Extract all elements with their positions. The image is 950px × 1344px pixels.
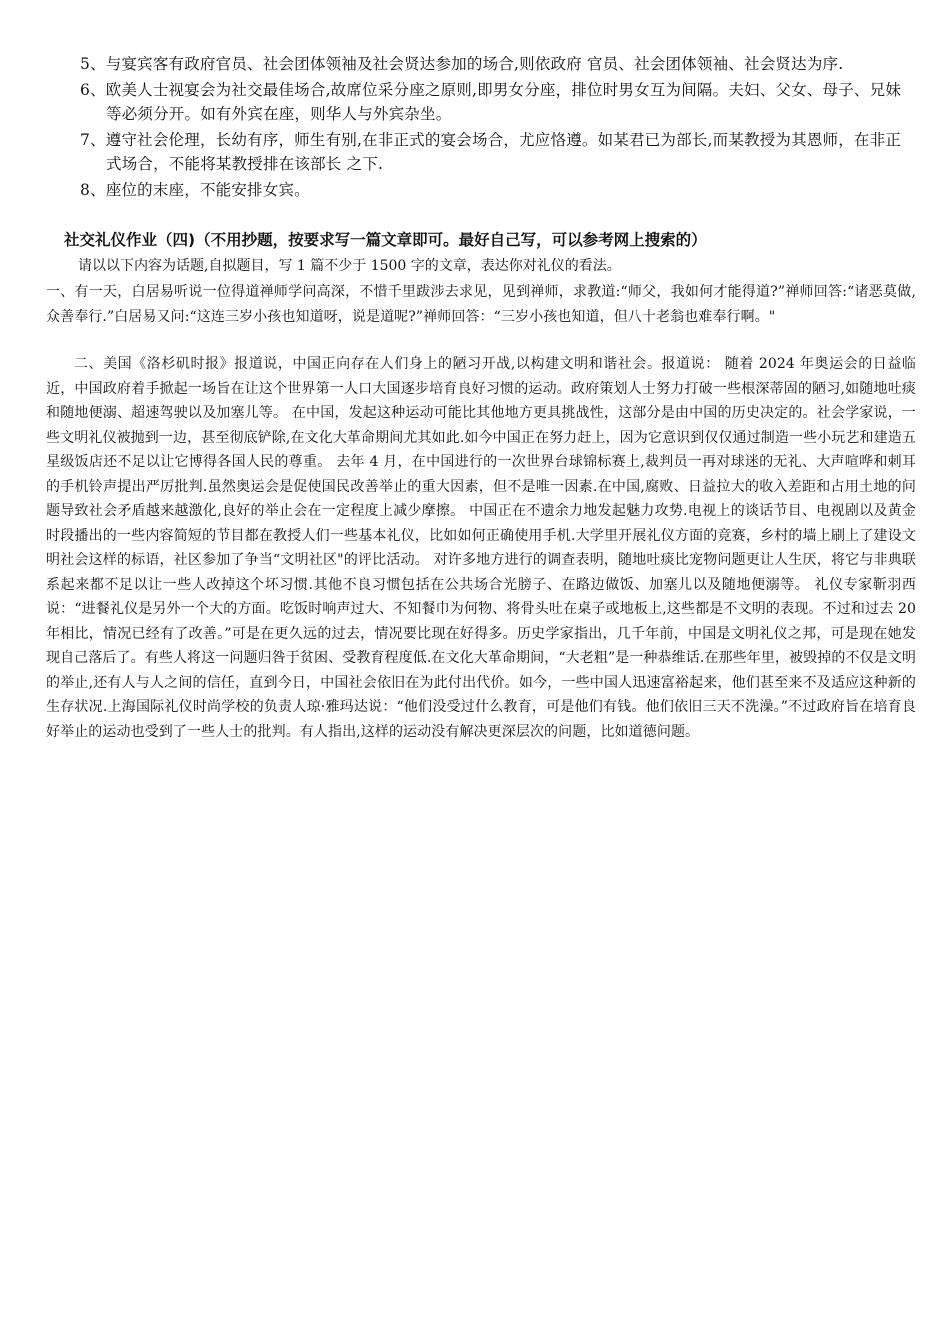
rule-item-6: 6、欧美人士视宴会为社交最佳场合,故席位采分座之原则,即男女分座，排位时男女互为间隔。夫妇、父女、母子、兄妹等必须分开。如有外宾在座，则华人与外宾杂坐。 xyxy=(80,81,902,123)
seating-rules-list xyxy=(0,52,950,204)
assignment-heading: 社交礼仪作业（四)（不用抄题，按要求写一篇文章即可。最好自己写，可以参考网上搜索的） xyxy=(64,231,707,249)
rule-item-8: 8、座位的末座，不能安排女宾。 xyxy=(80,181,310,199)
topic-paragraph-one: 一、有一天，白居易听说一位得道禅师学问高深，不惜千里跋涉去求见，见到禅师，求教道:“师父，我如何才能得道?”禅师回答:“诸恶莫做,众善奉行.”白居易又问:“这连三岁小孩也知道呀，说是道呢?”禅师回答：“三岁小孩也知道，但八十老翁也难奉行啊。" xyxy=(46,284,916,325)
topic-paragraph-two: 二、美国《洛杉矶时报》报道说，中国正向存在人们身上的陋习开战,以构建文明和谐社会。报道说： 随着 2024 年奥运会的日益临近，中国政府着手掀起一场旨在让这个世界第一人口大国逐步培育良好习惯的运动。政府策划人士努力打破一些根深蒂固的陋习,如随地吐痰和随地便溺、超速驾驶以及加塞儿等。 在中国，发起这种运动可能比其他地方更具挑战性，这部分是由中国的历史决定的。社会学家说，一些文明礼仪被抛到一边，甚至彻底铲除,在文化大革命期间尤其如此.如今中国正在努力赶上，因为它意识到仅仅通过制造一些小玩艺和建造五星级饭店还不足以让它博得各国人民的尊重。 去年 4 月，在中国进行的一次世界台球锦标赛上,裁判员一再对球迷的无礼、大声喧哗和刺耳的手机铃声提出严厉批判.虽然奥运会是促使国民改善举止的重大因素，但不是唯一因素.在中国,腐败、日益拉大的收入差距和占用土地的问题导致社会矛盾越来越激化,良好的举止会在一定程度上减少摩擦。 中国正在不遗余力地发起魅力攻势.电视上的谈话节目、电视剧以及黄金时段播出的一些内容简短的节目都在教授人们一些基本礼仪，比如如何正确使用手机.大学里开展礼仪方面的竞赛，乡村的墙上刷上了建设文明社会这样的标语，社区参加了争当“文明社区"的评比活动。 对许多地方进行的调查表明，随地吐痰比宠物问题更让人生厌，将它与非典联系起来都不足以让一些人改掉这个坏习惯.其他不良习惯包括在公共场合光膀子、在路边做饭、加塞儿以及随地便溺等。 礼仪专家靳羽西说：“进餐礼仪是另外一个大的方面。吃饭时响声过大、不知餐巾为何物、将骨头吐在桌子或地板上,这些都是不文明的表现。不过和过去 20 年相比，情况已经有了改善。”可是在更久远的过去，情况要比现在好得多。历史学家指出，几千年前，中国是文明礼仪之邦，可是现在她发现自己落后了。有些人将这一问题归咎于贫困、受教育程度低.在文化大革命期间，“大老粗”是一种恭维话.在那些年里，被毁掉的不仅是文明的举止,还有人与人之间的信任，直到今日，中国社会依旧在为此付出代价。如今，一些中国人迅速富裕起来，他们甚至来不及适应这种新的生存状况.上海国际礼仪时尚学校的负责人琼·雅玛达说：“他们没受过什么教育，可是他们有钱。他们依旧三天不洗澡。”不过政府旨在培育良好举止的运动也受到了一些人士的批判。有人指出,这样的运动没有解决更深层次的问题，比如道德问题。 xyxy=(46,356,916,740)
assignment-instruction: 请以以下内容为话题,自拟题目，写 1 篇不少于 1500 字的文章，表达你对礼仪的看法。 xyxy=(78,258,621,274)
rule-item-5: 5、与宴宾客有政府官员、社会团体领袖及社会贤达参加的场合,则依政府 官员、社会团体领袖、社会贤达为序. xyxy=(80,55,844,73)
rule-item-7: 7、遵守社会伦理，长幼有序，师生有别,在非正式的宴会场合，尤应恪遵。如某君已为部长,而某教授为其恩师，在非正式场合，不能将某教授排在该部长 之下. xyxy=(80,131,902,173)
